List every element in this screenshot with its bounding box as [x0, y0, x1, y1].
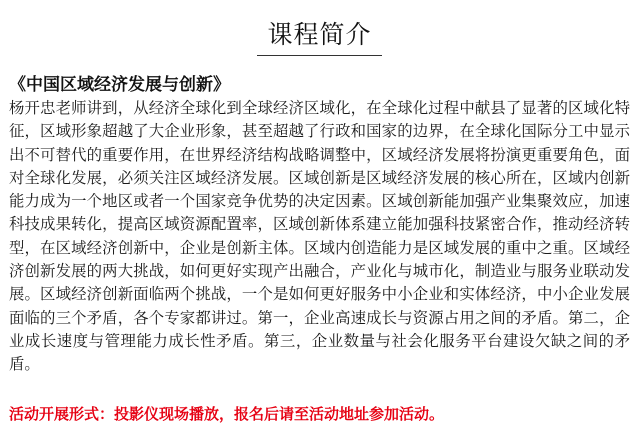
- title-container: [0, 18, 639, 56]
- page-title: 课程简介: [257, 18, 381, 56]
- activity-format-note: 活动开展形式：投影仪现场播放，报名后请至活动地址参加活动。: [9, 405, 445, 423]
- course-name: 《中国区域经济发展与创新》: [9, 75, 230, 95]
- course-description: 杨开忠老师讲到，从经济全球化到全球经济区域化，在全球化过程中献县了显著的区域化特征，区域形象超越了大企业形象，甚至超越了行政和国家的边界，在全球化国际分工中显示出不可替代的重要作用，在世界经济结构战略调整中，区域经济发展将扮演更重要角色，面对全球化发展，必须关注区域经济发展。区域创新是区域经济发展的核心所在，区域内创新能力成为一个地区或者一个国家竞争优势的决定因素。区域创新能加强产业集聚效应，加速科技成果转化，提高区域资源配置率，区域创新体系建立能加强科技紧密合作，推动经济转型，在区域经济创新中，企业是创新主体。区域内创造能力是区域发展的重中之重。区域经济创新发展的两大挑战，如何更好实现产出融合，产业化与城市化，制造业与服务业联动发展。区域经济创新面临两个挑战，一个是如何更好服务中小企业和实体经济，中小企业发展面临的三个矛盾，各个专家都讲过。第一，企业高速成长与资源占用之间的矛盾。第二，企业成长速度与管理能力成长性矛盾。第三，企业数量与社会化服务平台建设欠缺之间的矛盾。: [9, 99, 630, 374]
